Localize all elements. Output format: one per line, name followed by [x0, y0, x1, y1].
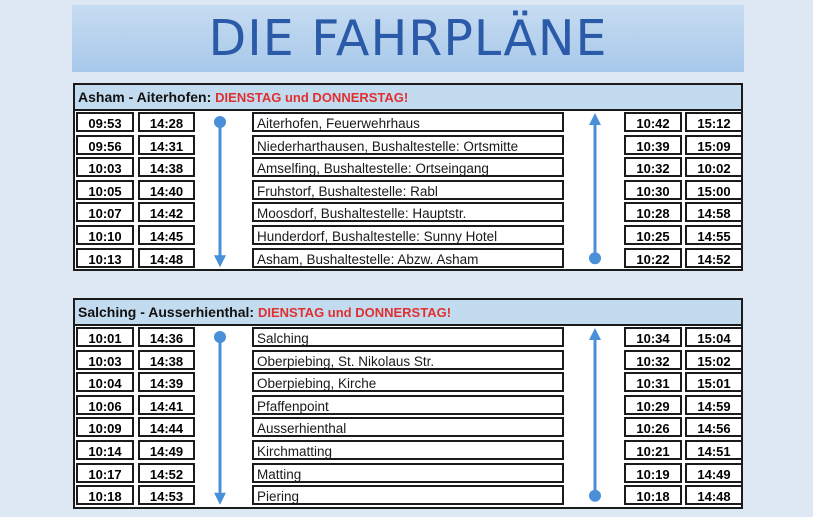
table-row: [75, 349, 741, 372]
table-row: [75, 156, 741, 179]
table-row: [75, 326, 741, 349]
departure-time-afternoon: 14:52: [138, 463, 195, 483]
return-time-afternoon: 14:59: [685, 395, 743, 415]
return-time-morning: 10:32: [624, 350, 682, 370]
return-time-morning: 10:34: [624, 327, 682, 347]
return-time-afternoon: 15:01: [685, 372, 743, 392]
departure-time-afternoon: 14:40: [138, 180, 195, 200]
departure-time-afternoon: 14:38: [138, 157, 195, 177]
route-name: Asham - Aiterhofen:: [78, 89, 212, 105]
route-name: Salching - Ausserhienthal:: [78, 304, 255, 320]
stop-name: Matting: [252, 463, 564, 483]
table-row: [75, 134, 741, 157]
return-time-morning: 10:19: [624, 463, 682, 483]
return-time-afternoon: 15:12: [685, 112, 743, 132]
arrow-up-icon: [583, 111, 607, 269]
return-time-morning: 10:31: [624, 372, 682, 392]
stop-name: Oberpiebing, Kirche: [252, 372, 564, 392]
departure-time-morning: 10:14: [76, 440, 134, 460]
departure-time-morning: 10:18: [76, 485, 134, 505]
return-time-morning: 10:30: [624, 180, 682, 200]
table-row: [75, 247, 741, 270]
departure-time-afternoon: 14:49: [138, 440, 195, 460]
departure-time-afternoon: 14:42: [138, 202, 195, 222]
departure-time-morning: 10:10: [76, 225, 134, 245]
stop-name: Salching: [252, 327, 564, 347]
stop-name: Fruhstorf, Bushaltestelle: Rabl: [252, 180, 564, 200]
return-time-afternoon: 15:04: [685, 327, 743, 347]
return-time-morning: 10:28: [624, 202, 682, 222]
departure-time-morning: 10:03: [76, 350, 134, 370]
return-time-morning: 10:42: [624, 112, 682, 132]
return-time-afternoon: 14:58: [685, 202, 743, 222]
return-time-morning: 10:29: [624, 395, 682, 415]
departure-time-afternoon: 14:31: [138, 135, 195, 155]
section-header: [75, 85, 741, 111]
departure-time-afternoon: 14:28: [138, 112, 195, 132]
departure-time-morning: 10:06: [76, 395, 134, 415]
return-time-morning: 10:32: [624, 157, 682, 177]
departure-time-morning: 10:07: [76, 202, 134, 222]
service-days: DIENSTAG und DONNERSTAG!: [257, 305, 452, 320]
table-row: [75, 394, 741, 417]
table-row: [75, 224, 741, 247]
departure-time-morning: 10:03: [76, 157, 134, 177]
return-time-morning: 10:21: [624, 440, 682, 460]
departure-time-morning: 09:56: [76, 135, 134, 155]
return-time-afternoon: 14:52: [685, 248, 743, 268]
arrow-down-icon: [208, 326, 232, 507]
return-time-afternoon: 14:51: [685, 440, 743, 460]
title-banner: [72, 5, 744, 72]
return-time-afternoon: 15:09: [685, 135, 743, 155]
return-time-morning: 10:22: [624, 248, 682, 268]
stop-name: Piering: [252, 485, 564, 505]
table-row: [75, 371, 741, 394]
stop-name: Aiterhofen, Feuerwehrhaus: [252, 112, 564, 132]
service-days: DIENSTAG und DONNERSTAG!: [215, 90, 409, 105]
departure-time-morning: 10:09: [76, 417, 134, 437]
stop-name: Ausserhienthal: [252, 417, 564, 437]
table-row: [75, 201, 741, 224]
departure-time-afternoon: 14:41: [138, 395, 195, 415]
departure-time-afternoon: 14:36: [138, 327, 195, 347]
return-time-morning: 10:26: [624, 417, 682, 437]
departure-time-afternoon: 14:45: [138, 225, 195, 245]
arrow-down-icon: [208, 111, 232, 269]
return-time-afternoon: 15:00: [685, 180, 743, 200]
table-row: [75, 462, 741, 485]
departure-time-morning: 10:01: [76, 327, 134, 347]
departure-time-morning: 10:17: [76, 463, 134, 483]
departure-time-afternoon: 14:39: [138, 372, 195, 392]
stop-name: Oberpiebing, St. Nikolaus Str.: [252, 350, 564, 370]
table-row: [75, 179, 741, 202]
departure-time-morning: 10:04: [76, 372, 134, 392]
timetable-asham-aiterhofen: [73, 83, 743, 271]
return-time-afternoon: 14:56: [685, 417, 743, 437]
departure-time-morning: 09:53: [76, 112, 134, 132]
timetable-rows: [75, 326, 741, 507]
section-header: [75, 300, 741, 326]
stop-name: Hunderdorf, Bushaltestelle: Sunny Hotel: [252, 225, 564, 245]
departure-time-morning: 10:05: [76, 180, 134, 200]
departure-time-afternoon: 14:48: [138, 248, 195, 268]
return-time-afternoon: 14:55: [685, 225, 743, 245]
stop-name: Kirchmatting: [252, 440, 564, 460]
return-time-morning: 10:39: [624, 135, 682, 155]
return-time-afternoon: 14:49: [685, 463, 743, 483]
departure-time-morning: 10:13: [76, 248, 134, 268]
return-time-morning: 10:25: [624, 225, 682, 245]
timetable-salching-ausserhienthal: [73, 298, 743, 509]
timetable-rows: [75, 111, 741, 269]
page-title: DIE FAHRPLÄNE: [208, 10, 608, 67]
return-time-afternoon: 14:48: [685, 485, 743, 505]
departure-time-afternoon: 14:38: [138, 350, 195, 370]
return-time-morning: 10:18: [624, 485, 682, 505]
return-time-afternoon: 15:02: [685, 350, 743, 370]
table-row: [75, 111, 741, 134]
stop-name: Pfaffenpoint: [252, 395, 564, 415]
return-time-afternoon: 10:02: [685, 157, 743, 177]
stop-name: Niederharthausen, Bushaltestelle: Ortsmitte: [252, 135, 564, 155]
stop-name: Amselfing, Bushaltestelle: Ortseingang: [252, 157, 564, 177]
departure-time-afternoon: 14:44: [138, 417, 195, 437]
table-row: [75, 484, 741, 507]
stop-name: Asham, Bushaltestelle: Abzw. Asham: [252, 248, 564, 268]
departure-time-afternoon: 14:53: [138, 485, 195, 505]
arrow-up-icon: [583, 326, 607, 507]
table-row: [75, 416, 741, 439]
table-row: [75, 439, 741, 462]
stop-name: Moosdorf, Bushaltestelle: Hauptstr.: [252, 202, 564, 222]
